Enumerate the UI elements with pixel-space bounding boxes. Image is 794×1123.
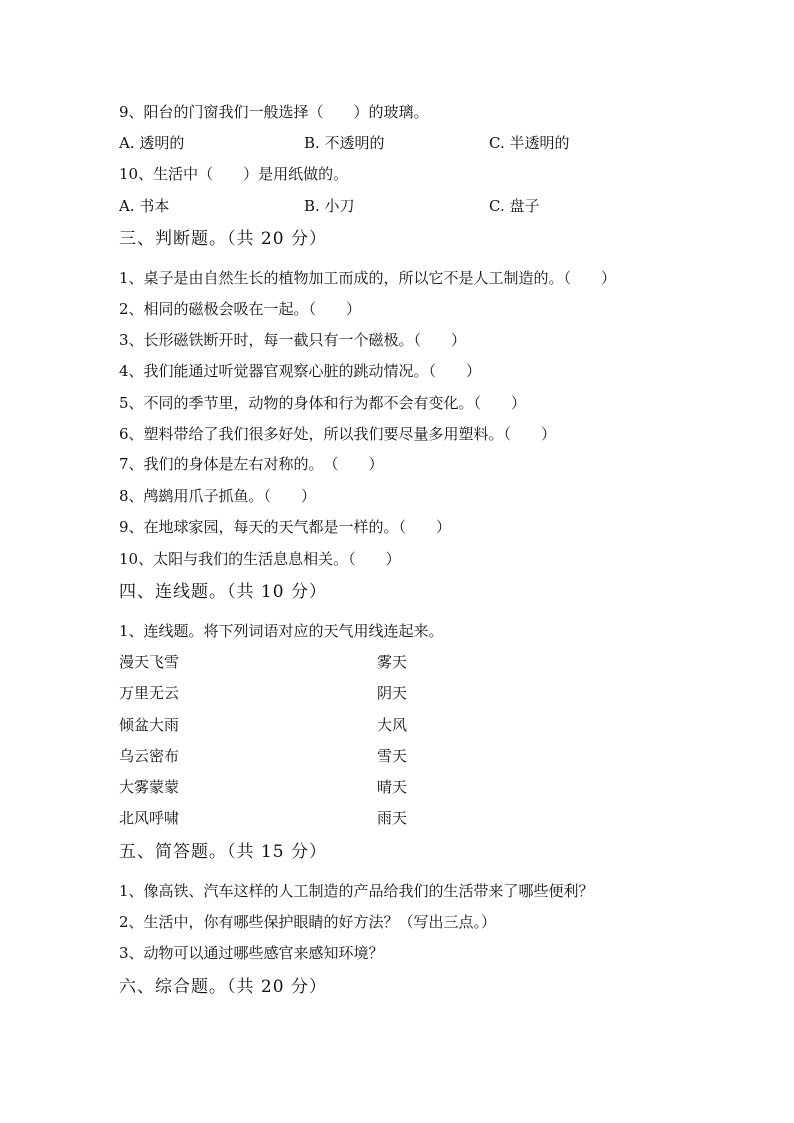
matching-instruction: 1、连线题。将下列词语对应的天气用线连起来。: [119, 622, 444, 640]
match-left-3: 倾盆大雨: [119, 716, 180, 734]
judge-item-5: 5、不同的季节里，动物的身体和行为都不会有变化。（ ）: [119, 394, 527, 412]
judge-item-7: 7、我们的身体是左右对称的。 （ ）: [119, 455, 384, 473]
match-right-5: 晴天: [377, 778, 408, 796]
match-left-1: 漫天飞雪: [119, 653, 180, 671]
section-3-heading: 三、判断题。（共 20 分）: [119, 229, 327, 249]
question-9-option-c: C. 半透明的: [489, 134, 570, 152]
question-9-text: 9、阳台的门窗我们一般选择（ ）的玻璃。: [119, 103, 429, 121]
short-answer-2: 2、生活中，你有哪些保护眼睛的好方法？（写出三点。）: [119, 913, 497, 931]
judge-item-9: 9、在地球家园，每天的天气都是一样的。（ ）: [119, 518, 452, 536]
judge-item-4: 4、我们能通过听觉器官观察心脏的跳动情况。（ ）: [119, 362, 482, 380]
judge-item-6: 6、塑料带给了我们很多好处，所以我们要尽量多用塑料。（ ）: [119, 425, 557, 443]
question-9-option-b: B. 不透明的: [304, 134, 385, 152]
section-5-heading: 五、简答题。（共 15 分）: [119, 842, 327, 862]
match-right-3: 大风: [377, 716, 408, 734]
short-answer-1: 1、像高铁、汽车这样的人工制造的产品给我们的生活带来了哪些便利？: [119, 882, 594, 900]
question-10-option-c: C. 盘子: [489, 197, 540, 215]
question-9-option-a: A. 透明的: [119, 134, 185, 152]
section-4-heading: 四、连线题。（共 10 分）: [119, 582, 327, 602]
match-right-6: 雨天: [377, 809, 408, 827]
match-right-1: 雾天: [377, 653, 408, 671]
section-6-heading: 六、综合题。（共 20 分）: [119, 977, 327, 997]
match-left-4: 乌云密布: [119, 747, 180, 765]
question-10-option-a: A. 书本: [119, 197, 170, 215]
judge-item-1: 1、桌子是由自然生长的植物加工而成的，所以它不是人工制造的。（ ）: [119, 269, 617, 287]
judge-item-2: 2、相同的磁极会吸在一起。（ ）: [119, 300, 362, 318]
match-right-2: 阴天: [377, 684, 408, 702]
question-10-option-b: B. 小刀: [304, 197, 355, 215]
judge-item-3: 3、长形磁铁断开时，每一截只有一个磁极。（ ）: [119, 331, 467, 349]
match-left-5: 大雾蒙蒙: [119, 778, 180, 796]
match-right-4: 雪天: [377, 747, 408, 765]
question-10-text: 10、生活中（ ）是用纸做的。: [119, 165, 349, 183]
judge-item-10: 10、太阳与我们的生活息息相关。（ ）: [119, 550, 401, 568]
match-left-2: 万里无云: [119, 684, 180, 702]
short-answer-3: 3、动物可以通过哪些感官来感知环境？: [119, 944, 384, 962]
judge-item-8: 8、鸬鹚用爪子抓鱼。（ ）: [119, 487, 317, 505]
match-left-6: 北风呼啸: [119, 809, 180, 827]
